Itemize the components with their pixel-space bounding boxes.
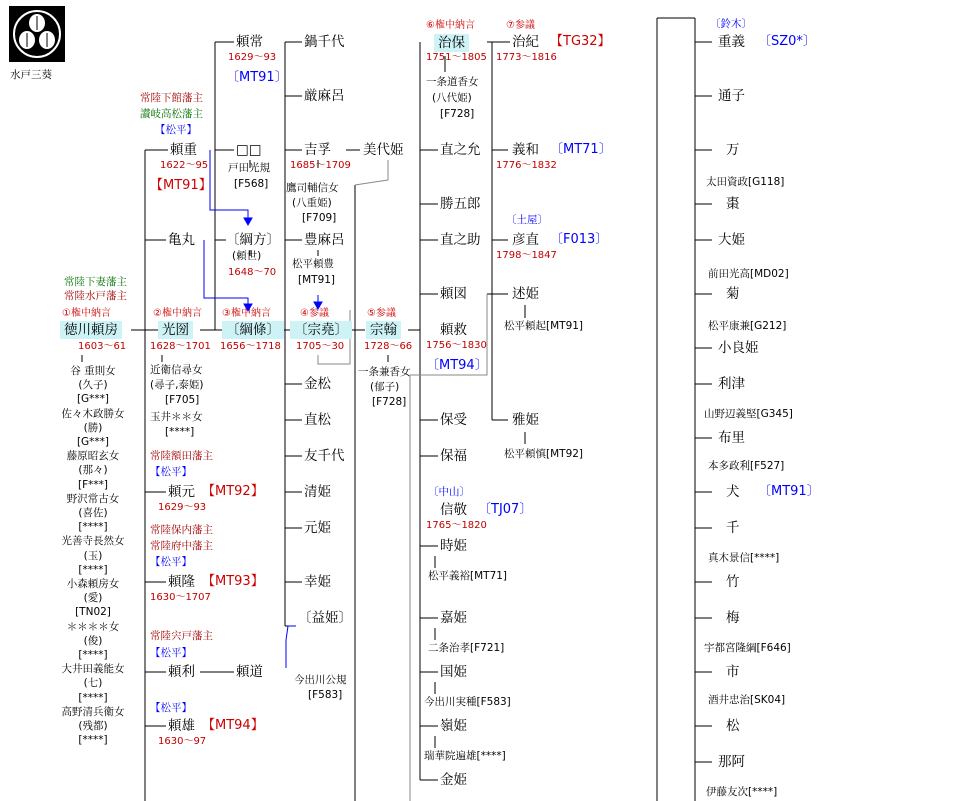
clan-label: 〔鈴木〕 <box>710 18 752 30</box>
clan-label: 【松平】 <box>150 556 192 568</box>
code-label: 【MT94】 <box>202 718 264 733</box>
spouse-code: [F728] <box>440 108 475 120</box>
person-list-item[interactable]: 嶺姫 <box>440 718 467 734</box>
person-shigeyoshi[interactable]: 重義 <box>718 34 745 50</box>
code-label: 〔SZ0*〕 <box>758 34 816 49</box>
domain-label: 常陸保内藩主 <box>150 524 213 536</box>
code-label: 【MT91】 <box>150 178 212 193</box>
code-label: [MT91] <box>298 274 336 286</box>
dates-label: 1685～1709 <box>290 160 351 171</box>
code-label: 〔MT94〕 <box>426 358 488 373</box>
person-nobuhime[interactable]: 述姫 <box>512 286 539 302</box>
clan-label: 【松平】 <box>150 702 192 714</box>
spouse-label: 太田資政[G118] <box>706 176 785 188</box>
clan-label: 〔中山〕 <box>428 486 470 498</box>
person-list-item[interactable]: 国姫 <box>440 664 467 680</box>
spouse-entry: 佐々木政勝女 (勝) [G***] <box>61 407 125 449</box>
domain-label: 常陸水戸藩主 <box>64 290 127 302</box>
person-yorifusa[interactable]: 徳川頼房 <box>60 321 122 339</box>
person-munetaka[interactable]: 〔宗堯〕 <box>290 321 352 339</box>
spouse-label: 真木景信[****] <box>708 552 780 564</box>
spouse-sub: (八代姫) <box>432 92 472 104</box>
spouse-entry: 野沢常古女 (喜佐) [****] <box>66 492 120 534</box>
person-list-item[interactable]: 小良姫 <box>718 340 759 356</box>
domain-label: 常陸下館藩主 <box>140 92 203 104</box>
clan-label: 【松平】 <box>150 466 192 478</box>
hollyhock-crest-icon <box>9 6 65 62</box>
person-list-item[interactable]: 嘉姫 <box>440 610 467 626</box>
person-list-item[interactable]: 信敬 <box>440 502 467 518</box>
person-list-item[interactable]: 犬 <box>726 484 740 500</box>
code-label: 〔TJ07〕 <box>478 502 533 517</box>
dates-label: 1628～1701 <box>150 341 211 352</box>
person-kichite[interactable]: 吉孚 <box>304 142 331 158</box>
person-list-item[interactable]: 保受 <box>440 412 467 428</box>
spouse-label: 松平頼起[MT91] <box>504 320 584 332</box>
person-list-item[interactable]: 直松 <box>304 412 331 428</box>
person-list-item[interactable]: 通子 <box>718 88 745 104</box>
person-kamemaru[interactable]: 亀丸 <box>168 232 195 248</box>
spouse-label: 松平康兼[G212] <box>708 320 787 332</box>
person-yorio[interactable]: 頼雄 <box>168 718 195 734</box>
person-list-item[interactable]: 棗 <box>726 196 740 212</box>
person-yoritaka[interactable]: 頼隆 <box>168 574 195 590</box>
rank-label: ⑤参議 <box>367 308 396 319</box>
person-tsunaeda[interactable]: 〔綱條〕 <box>222 321 284 339</box>
person-list-item[interactable]: 千 <box>726 520 740 536</box>
spouse-code: [****] <box>165 426 195 438</box>
spouse-label: 今出川実種[F583] <box>424 696 511 708</box>
person-list-item[interactable]: 頼救 <box>440 322 467 338</box>
dates-label: 1656～1718 <box>220 341 281 352</box>
spouse-sub: (八重姫) <box>292 197 332 209</box>
person-list-item[interactable]: 時姫 <box>440 538 467 554</box>
dates-label: 1705～30 <box>296 341 345 352</box>
spouse-label: 酒井忠治[SK04] <box>708 694 786 706</box>
clan-label: 【松平】 <box>155 124 197 136</box>
dates-label: 1776～1832 <box>496 160 557 171</box>
person-gahime[interactable]: 雅姫 <box>512 412 539 428</box>
spouse-label: 前田光高[MD02] <box>708 268 789 280</box>
domain-label: 常陸府中藩主 <box>150 540 213 552</box>
spouse-code: [F583] <box>308 689 343 701</box>
person-toyomaro[interactable]: 豊麻呂 <box>304 232 345 248</box>
dates-label: 1648～70 <box>228 267 277 278</box>
spouse-label: 松平義裕[MT71] <box>428 570 508 582</box>
spouse-label: 二条治孝[F721] <box>428 642 505 654</box>
person-yoritoshi[interactable]: 頼利 <box>168 664 195 680</box>
spouse-entry: 高野清兵衛女 (残都) [****] <box>61 705 125 747</box>
rank-label: ⑥権中納言 <box>426 20 475 31</box>
spouse-label: 本多政利[F527] <box>708 460 785 472</box>
dates-label: 1751～1805 <box>426 52 487 63</box>
code-label: 【MT92】 <box>202 484 264 499</box>
person-list-item[interactable]: 金姫 <box>440 772 467 788</box>
clan-label: 【松平】 <box>150 647 192 659</box>
spouse-label: 玉井＊＊女 <box>150 411 203 423</box>
dates-label: 1728～66 <box>364 341 413 352</box>
person-tsunakata[interactable]: 〔綱方〕 <box>226 232 280 248</box>
spouse-entry: 光善寺長然女 (玉) [****] <box>61 535 125 576</box>
clan-label: 〔土屋〕 <box>506 214 548 226</box>
person-list-item[interactable]: 金松 <box>304 376 331 392</box>
person-list-item[interactable]: 直之允 <box>440 142 481 158</box>
person-list-item[interactable]: 〔益姫〕 <box>298 610 352 626</box>
spouse-label: 今出川公規 <box>294 674 347 686</box>
code-label: 【MT93】 <box>202 574 264 589</box>
spouse-label: 近衛信尋女 <box>150 364 203 376</box>
spouse-label: 一条兼香女 <box>358 366 411 378</box>
rank-label: ③権中納言 <box>222 308 271 319</box>
spouse-entry: 小森頼房女 (愛) [TN02] <box>66 578 120 619</box>
person-list-item[interactable]: 松 <box>726 718 740 734</box>
person-list-item[interactable]: 大姫 <box>718 232 745 248</box>
spouse-label: 瑞華院遍雄[****] <box>424 750 506 762</box>
rank-label: ④参議 <box>300 308 329 319</box>
person-munemoto[interactable]: 宗翰 <box>366 321 401 339</box>
adopted-as: 松平頼豊 <box>292 258 334 270</box>
person-list-item[interactable]: 頼図 <box>440 286 467 302</box>
spouse-code: [F709] <box>302 212 337 224</box>
person-list-item[interactable]: 利津 <box>718 376 745 392</box>
rank-label: ②権中納言 <box>153 308 202 319</box>
dates-label: 1765～1820 <box>426 520 487 531</box>
person-list-item[interactable]: 那阿 <box>718 754 745 770</box>
person-list-item[interactable]: 市 <box>726 664 740 680</box>
spouse-entry: 谷 重則女 (久子) [G***] <box>70 365 116 406</box>
person-list-item[interactable]: 直之助 <box>440 232 481 248</box>
person-hikonao[interactable]: 彦直 <box>512 232 539 248</box>
person-miyohime[interactable]: 美代姫 <box>363 142 404 158</box>
person-list-item[interactable]: 勝五郎 <box>440 196 481 212</box>
person-yorimichi[interactable]: 頼道 <box>236 664 263 680</box>
person-list-item[interactable]: 菊 <box>726 286 740 302</box>
person-genmaro[interactable]: 厳麻呂 <box>304 88 345 104</box>
code-label: 〔MT91〕 <box>758 484 820 499</box>
code-label: 【TG32】 <box>550 34 611 49</box>
person-yoritsune[interactable]: 頼常 <box>236 34 263 50</box>
person-list-item[interactable]: 万 <box>726 142 740 158</box>
person-list-item[interactable]: 保福 <box>440 448 467 464</box>
domain-label: 常陸宍戸藩主 <box>150 630 213 642</box>
crest-caption: 水戸三葵 <box>10 69 52 81</box>
dates-label: 1622～95 <box>160 160 209 171</box>
spouse-entry: ＊＊＊＊女 (俊) [****] <box>66 620 120 662</box>
spouse-label: 鷹司輔信女 <box>286 182 339 194</box>
dates-label: 1630～1707 <box>150 592 211 603</box>
person-list-item[interactable]: 清姫 <box>304 484 331 500</box>
dates-label: 1798～1847 <box>496 250 557 261</box>
person-yorishige[interactable]: 頼重 <box>170 142 197 158</box>
spouse-code: [F705] <box>165 394 200 406</box>
mito-crest <box>9 6 65 62</box>
spouse-code: [F568] <box>234 178 269 190</box>
person-list-item[interactable]: 幸姫 <box>304 574 331 590</box>
dates-label: 1629～93 <box>228 52 277 63</box>
alt-name: (頼世) <box>232 250 262 262</box>
code-label: 〔F013〕 <box>550 232 609 247</box>
person-list-item[interactable]: 布里 <box>718 430 745 446</box>
spouse-sub: (郁子) <box>370 381 400 393</box>
spouse-label: 戸田光規 <box>228 162 270 174</box>
code-label: 〔MT71〕 <box>550 142 612 157</box>
person-list-item[interactable]: 友千代 <box>304 448 345 464</box>
dates-label: 1756～1830 <box>426 340 487 351</box>
spouses-list <box>58 364 128 747</box>
rank-label: ①権中納言 <box>62 308 111 319</box>
domain-label: 常陸下妻藩主 <box>64 276 127 288</box>
person-list-item[interactable]: 竹 <box>726 574 740 590</box>
spouse-sub: (尋子,泰姫) <box>150 379 204 391</box>
spouse-label: 山野辺義堅[G345] <box>704 408 793 420</box>
person-unknown[interactable]: □□ <box>236 142 262 158</box>
rank-label: ⑦参議 <box>506 20 535 31</box>
person-harutoshi[interactable]: 治紀 <box>512 34 539 50</box>
spouse-label: 宇都宮隆綱[F646] <box>704 642 791 654</box>
spouse-code: [F728] <box>372 396 407 408</box>
dates-label: 1773～1816 <box>496 52 557 63</box>
person-yoshikazu[interactable]: 義和 <box>512 142 539 158</box>
domain-label: 讃岐高松藩主 <box>140 108 203 120</box>
spouse-entry: 藤原昭玄女 (那々) [F***] <box>66 450 120 491</box>
spouse-label: 一条道香女 <box>426 76 479 88</box>
dates-label: 1630～97 <box>158 736 207 747</box>
person-list-item[interactable]: 梅 <box>726 610 740 626</box>
spouse-entry: 大井田義能女 (七) [****] <box>61 663 125 704</box>
dates-label: 1629～93 <box>158 502 207 513</box>
person-mitsukuni[interactable]: 光圀 <box>158 321 193 339</box>
person-yorimoto[interactable]: 頼元 <box>168 484 195 500</box>
domain-label: 常陸額田藩主 <box>150 450 213 462</box>
code-label: 〔MT91〕 <box>226 70 288 85</box>
person-list-item[interactable]: 元姫 <box>304 520 331 536</box>
person-nabechiyo[interactable]: 鍋千代 <box>304 34 345 50</box>
person-harumori[interactable]: 治保 <box>434 34 469 52</box>
spouse-label: 伊藤友次[****] <box>706 786 778 798</box>
spouse-label: 松平頼慎[MT92] <box>504 448 584 460</box>
dates-label: 1603～61 <box>78 341 127 352</box>
